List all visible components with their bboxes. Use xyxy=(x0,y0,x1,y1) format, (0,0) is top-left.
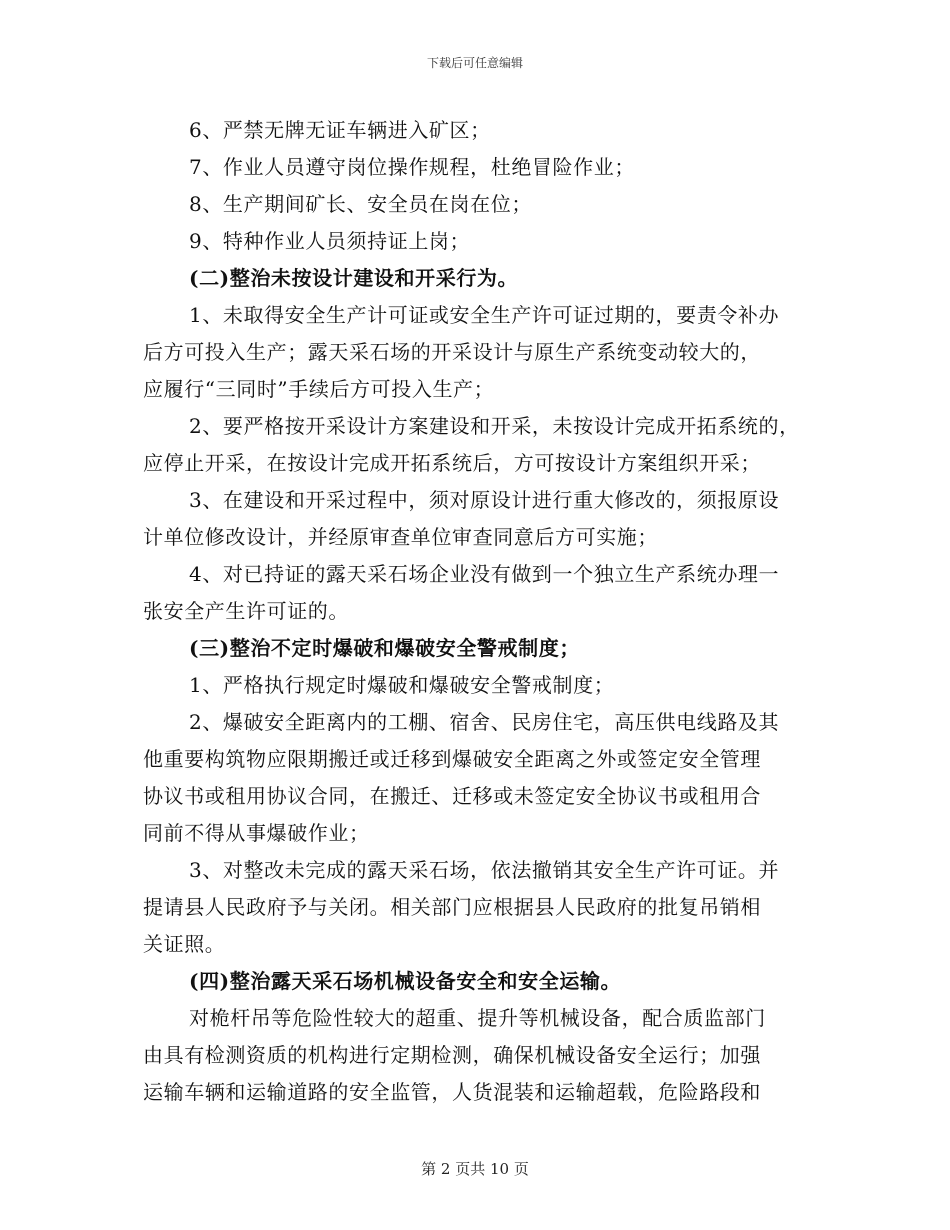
text-line: 张安全产生许可证的。 xyxy=(143,599,349,623)
text-line: 关证照。 xyxy=(143,932,226,956)
text-line: 对桅杆吊等危险性较大的超重、提升等机械设备，配合质监部门 xyxy=(189,1006,766,1030)
page-header: 下载后可任意编辑 xyxy=(426,56,523,70)
text-line: 8、生产期间矿长、安全员在岗在位； xyxy=(189,192,532,216)
text-line: 6、严禁无牌无证车辆进入矿区； xyxy=(189,118,491,142)
text-line: 9、特种作业人员须持证上岗； xyxy=(189,229,471,253)
text-line: 应履行“三同时”手续后方可投入生产； xyxy=(143,377,495,401)
text-line: 应停止开采，在按设计完成开拓系统后，方可按设计方案组织开采； xyxy=(143,451,761,475)
text-line: 由具有检测资质的机构进行定期检测，确保机械设备安全运行；加强 xyxy=(143,1043,761,1067)
text-line: 3、对整改未完成的露天采石场，依法撤销其安全生产许可证。并 xyxy=(189,858,780,882)
text-line: 后方可投入生产；露天采石场的开采设计与原生产系统变动较大的， xyxy=(143,340,761,364)
section-heading: (四)整治露天采石场机械设备安全和安全运输。 xyxy=(189,969,622,993)
text-line: 他重要构筑物应限期搬迁或迁移到爆破安全距离之外或签定安全管理 xyxy=(143,747,761,771)
text-line: 3、在建设和开采过程中，须对原设计进行重大修改的，须报原设 xyxy=(189,488,780,512)
text-line: 2、要严格按开采设计方案建设和开采，未按设计完成开拓系统的， xyxy=(189,414,800,438)
text-line: 协议书或租用协议合同，在搬迁、迁移或未签定安全协议书或租用合 xyxy=(143,784,761,808)
text-line: 同前不得从事爆破作业； xyxy=(143,821,370,845)
text-line: 提请县人民政府予与关闭。相关部门应根据县人民政府的批复吊销相 xyxy=(143,895,761,919)
section-heading: (三)整治不定时爆破和爆破安全警戒制度； xyxy=(189,636,580,660)
text-line: 计单位修改设计，并经原审查单位审查同意后方可实施； xyxy=(143,525,658,549)
text-line: 1、未取得安全生产计可证或安全生产许可证过期的，要责令补办 xyxy=(189,303,780,327)
text-line: 7、作业人员遵守岗位操作规程，杜绝冒险作业； xyxy=(189,155,635,179)
text-line: 2、爆破安全距离内的工棚、宿舍、民房住宅，高压供电线路及其 xyxy=(189,710,780,734)
section-heading: (二)整治未按设计建设和开采行为。 xyxy=(189,266,519,290)
text-line: 1、严格执行规定时爆破和爆破安全警戒制度； xyxy=(189,673,615,697)
text-line: 运输车辆和运输道路的安全监管，人货混装和运输超载，危险路段和 xyxy=(143,1080,761,1104)
document-body xyxy=(143,112,823,1111)
text-line: 4、对已持证的露天采石场企业没有做到一个独立生产系统办理一 xyxy=(189,562,780,586)
page-footer: 第 2 页共 10 页 xyxy=(421,1160,529,1178)
